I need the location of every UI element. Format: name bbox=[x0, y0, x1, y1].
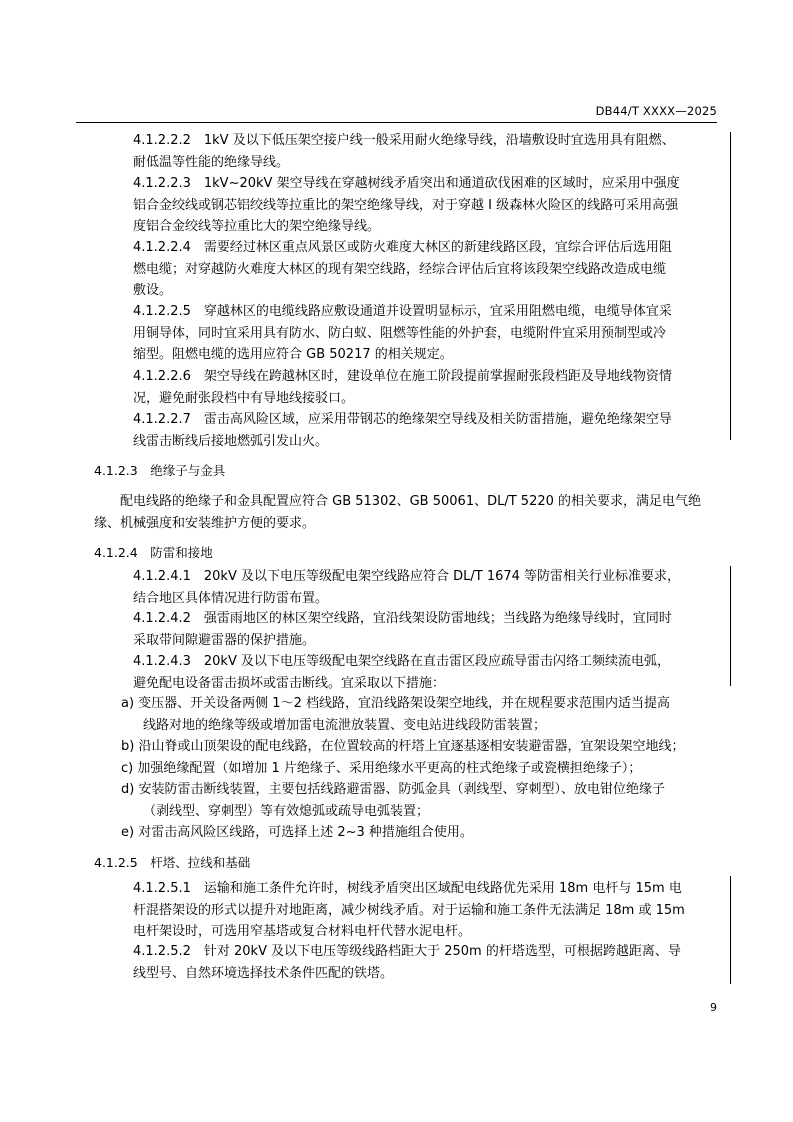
list-item-b: b) 沿山脊或山顶架设的配电线路，在位置较高的杆塔上宜逐基逐相安装避雷器，宜架设架空地线； bbox=[121, 739, 685, 754]
clause-4-1-2-4-3: 4.1.2.4.3 20kV 及以下电压等级配电架空线路在直击雷区段应疏导雷击闪络工频续流电弧， 避免配电设备雷击损坏或雷击断线。宜采取以下措施： bbox=[133, 654, 670, 691]
clause-4-1-2-2-2: 4.1.2.2.2 1kV 及以下低压架空接户线一般采用耐火绝缘导线，沿墙敷设时宜选用具有阻燃、 耐低温等性能的绝缘导线。 bbox=[133, 133, 675, 170]
header-rule bbox=[76, 122, 717, 123]
document-header: DB44/T XXXX—2025 bbox=[595, 104, 717, 118]
clause-4-1-2-2-6: 4.1.2.2.6 架空导线在跨越林区时，建设单位在施工阶段提前掌握耐张段档距及导地线物资情 况，避免耐张段档中有导地线接驳口。 bbox=[133, 369, 672, 406]
body-paragraph: 配电线路的绝缘子和金具配置应符合 GB 51302、GB 50061、DL/T 5220 的相关要求，满足电气绝 缘、机械强度和安装维护方便的要求。 bbox=[94, 494, 702, 531]
section-heading-4-1-2-4: 4.1.2.4 防雷和接地 bbox=[94, 545, 213, 560]
clause-4-1-2-4-2: 4.1.2.4.2 强雷雨地区的林区架空线路，宜沿线架设防雷地线；当线路为绝缘导线时，宜同时 采取带间隙避雷器的保护措施。 bbox=[133, 611, 672, 648]
list-item-d: d) 安装防雷击断线装置，主要包括线路避雷器、防弧金具（剥线型、穿刺型）、放电钳位绝缘子 （剥线型、穿刺型）等有效熄弧或疏导电弧装置； bbox=[121, 782, 665, 819]
page-number: 9 bbox=[710, 1001, 717, 1014]
clause-4-1-2-2-5: 4.1.2.2.5 穿越林区的电缆线路应敷设通道并设置明显标示，宜采用阻燃电缆，电缆导体宜采 用铜导体，同时宜采用具有防水、防白蚁、阻燃等性能的外护套，电缆附件宜采用预制型或冷 缩型。阻燃电缆的选用应符合 GB 50217 的相关规定。 bbox=[133, 304, 672, 362]
clause-4-1-2-5-2: 4.1.2.5.2 针对 20kV 及以下电压等级线路档距大于 250m 的杆塔选型，可根据跨越距离、导 线型号、自然环境选择技术条件匹配的铁塔。 bbox=[133, 944, 681, 981]
clause-4-1-2-5-1: 4.1.2.5.1 运输和施工条件允许时，树线矛盾突出区域配电线路优先采用 18m 电杆与 15m 电 杆混搭架设的形式以提升对地距离，减少树线矛盾。对于运输和施工条件无法满足 18m 或 15m 电杆架设时，可选用窄基塔或复合材料电杆代替水泥电杆。 bbox=[133, 881, 685, 939]
list-item-a: a) 变压器、开关设备两侧 1～2 档线路，宜沿线路架设架空地线，并在规程要求范围内适当提高 线路对地的绝缘等级或增加雷电流泄放装置、变电站进线段防雷装置； bbox=[121, 696, 670, 733]
clause-4-1-2-2-3: 4.1.2.2.3 1kV~20kV 架空导线在穿越树线矛盾突出和通道砍伐困难的区域时，应采用中强度 铝合金绞线或钢芯铝绞线等拉重比的架空绝缘导线，对于穿越 I 级森林火险区的线路可采用高强 度铝合金绞线等拉重比大的架空绝缘导线。 bbox=[133, 176, 680, 234]
section-heading-4-1-2-3: 4.1.2.3 绝缘子与金具 bbox=[94, 463, 226, 478]
list-item-e: e) 对雷击高风险区线路，可选择上述 2~3 种措施组合使用。 bbox=[121, 825, 473, 840]
clause-4-1-2-4-1: 4.1.2.4.1 20kV 及以下电压等级配电架空线路应符合 DL/T 1674 等防雷相关行业标准要求， 结合地区具体情况进行防雷布置。 bbox=[133, 569, 681, 606]
list-item-c: c) 加强绝缘配置（如增加 1 片绝缘子、采用绝缘水平更高的柱式绝缘子或瓷横担绝缘子）； bbox=[121, 761, 642, 776]
clause-4-1-2-2-4: 4.1.2.2.4 需要经过林区重点风景区或防火难度大林区的新建线路区段，宜综合评估后选用阻 燃电缆；对穿越防火难度大林区的现有架空线路，经综合评估后宜将该段架空线路改造成电缆 敷设。 bbox=[133, 240, 672, 298]
clause-4-1-2-2-7: 4.1.2.2.7 雷击高风险区域，应采用带钢芯的绝缘架空导线及相关防雷措施，避免绝缘架空导 线雷击断线后接地燃弧引发山火。 bbox=[133, 412, 672, 449]
section-heading-4-1-2-5: 4.1.2.5 杆塔、拉线和基础 bbox=[94, 855, 251, 870]
